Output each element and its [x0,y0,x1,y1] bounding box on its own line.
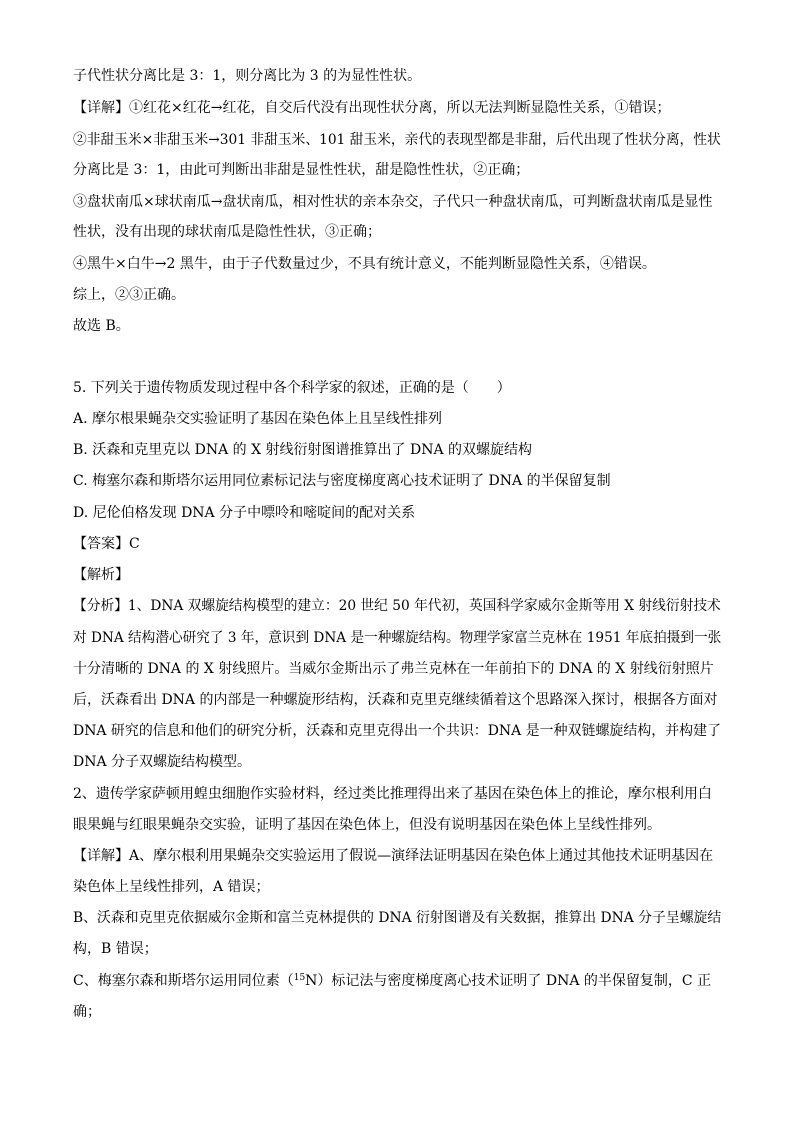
text-line: ③盘状南瓜×球状南瓜→盘状南瓜，相对性状的亲本杂交，子代只一种盘状南瓜，可判断盘状南瓜是显性 [73,194,713,210]
text-line: 【详解】A、摩尔根利用果蝇杂交实验运用了假说—演绎法证明基因在染色体上通过其他技术证明基因在 [73,848,714,864]
analysis-heading: 【解析】 [73,567,129,583]
text-line: 2、遗传学家萨顿用蝗虫细胞作实验材料，经过类比推理得出来了基因在染色体上的推论，摩尔根利用白 [73,786,712,802]
text-line: 【分析】1、DNA 双螺旋结构模型的建立：20 世纪 50 年代初，英国科学家威尔金斯等用 X 射线衍射技术 [73,598,721,614]
text-segment: N）标记法与密度梯度离心技术证明了 DNA 的半保留复制，C 正 [305,973,712,989]
text-line: 十分清晰的 DNA 的 X 射线照片。当威尔金斯出示了弗兰克林在一年前拍下的 DNA 的 X 射线衍射照片 [73,661,714,677]
option-d: D. 尼伦伯格发现 DNA 分子中嘌呤和嘧啶间的配对关系 [73,505,416,521]
text-line: DNA 研究的信息和他们的研究分析，沃森和克里克得出一个共识：DNA 是一种双链螺旋结构，并构建了 [73,723,722,739]
option-c: C. 梅塞尔森和斯塔尔运用同位素标记法与密度梯度离心技术证明了 DNA 的半保留复制 [73,473,611,489]
text-line: 构，B 错误； [73,941,158,957]
text-line: 子代性状分离比是 3：1，则分离比为 3 的为显性性状。 [73,68,422,84]
text-line: 综上，②③正确。 [73,287,185,303]
text-line: ②非甜玉米×非甜玉米→301 非甜玉米、101 甜玉米，亲代的表现型都是非甜，后代出现了性状分离，性状 [73,132,721,148]
question-stem: 5. 下列关于遗传物质发现过程中各个科学家的叙述，正确的是（ ） [73,380,511,396]
answer-line: 【答案】C [73,536,140,552]
text-line: 确； [73,1004,101,1020]
text-line: 故选 B。 [73,318,130,334]
text-line: 【详解】①红花×红花→红花，自交后代没有出现性状分离，所以无法判断显隐性关系，①错误； [73,100,671,116]
text-line: DNA 分子双螺旋结构模型。 [73,754,252,770]
text-segment: C、梅塞尔森和斯塔尔运用同位素（ [73,973,294,989]
text-line: B、沃森和克里克依据威尔金斯和富兰克林提供的 DNA 衍射图谱及有关数据，推算出 DNA 分子呈螺旋结 [73,910,722,926]
text-line: 眼果蝇与红眼果蝇杂交实验，证明了基因在染色体上，但没有说明基因在染色体上呈线性排列。 [73,817,661,833]
text-line: 分离比是 3：1，由此可判断出非甜是显性性状，甜是隐性性状，②正确； [73,162,530,178]
text-line: 后，沃森看出 DNA 的内部是一种螺旋形结构，沃森和克里克继续循着这个思路深入探讨，根据各方面对 [73,692,718,708]
isotope-superscript: 15 [293,973,306,983]
text-line: ④黑牛×白牛→2 黑牛，由于子代数量过少，不具有统计意义，不能判断显隐性关系，④错误。 [73,256,656,272]
text-line: 染色体上呈线性排列，A 错误； [73,879,270,895]
text-line [73,971,711,993]
text-line: 对 DNA 结构潜心研究了 3 年，意识到 DNA 是一种螺旋结构。物理学家富兰克林在 1951 年底拍摄到一张 [73,630,722,646]
option-a: A. 摩尔根果蝇杂交实验证明了基因在染色体上且呈线性排列 [73,411,443,427]
text-line: 性状，没有出现的球状南瓜是隐性性状，③正确； [73,224,381,240]
option-b: B. 沃森和克里克以 DNA 的 X 射线衍射图谱推算出了 DNA 的双螺旋结构 [73,442,533,458]
